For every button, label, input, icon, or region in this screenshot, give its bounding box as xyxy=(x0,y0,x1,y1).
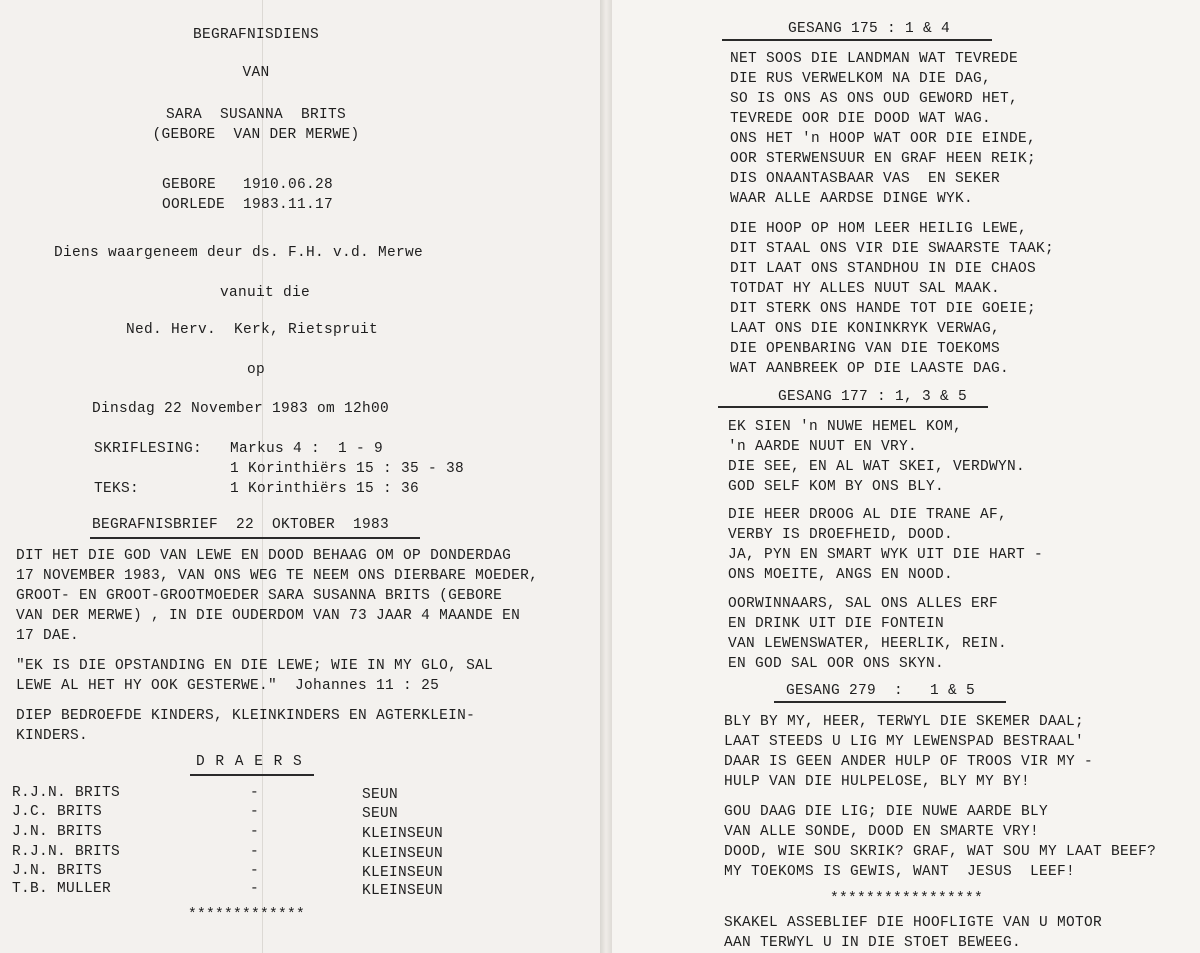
bearer-dash: - xyxy=(250,824,260,840)
hymn-line: VERBY IS DROEFHEID, DOOD. xyxy=(728,527,954,543)
notice-line: AAN TERWYL U IN DIE STOET BEWEEG. xyxy=(724,935,1022,951)
bearer-name: T.B. MULLER xyxy=(12,881,112,897)
on-label: op xyxy=(246,362,265,378)
reading-2: 1 Korinthiërs 15 : 35 - 38 xyxy=(230,461,465,477)
notice-line: SKAKEL ASSEBLIEF DIE HOOFLIGTE VAN U MOTOR xyxy=(724,915,1103,931)
quote-line: "EK IS DIE OPSTANDING EN DIE LEWE; WIE IN MY GLO, SAL xyxy=(16,658,494,674)
hymn-line: MY TOEKOMS IS GEWIS, WANT JESUS LEEF! xyxy=(724,864,1076,880)
hymn-line: HULP VAN DIE HULPELOSE, BLY MY BY! xyxy=(724,774,1031,790)
hymn-line: VAN ALLE SONDE, DOOD EN SMARTE VRY! xyxy=(724,824,1040,840)
left-stars-divider: ************* xyxy=(188,907,306,923)
hymn-279-underline xyxy=(774,701,1006,703)
hymn-line: DIT STAAL ONS VIR DIE SWAARSTE TAAK; xyxy=(730,241,1055,257)
hymn-line: BLY BY MY, HEER, TERWYL DIE SKEMER DAAL; xyxy=(724,714,1085,730)
church-name: Ned. Herv. Kerk, Rietspruit xyxy=(125,322,379,338)
hymn-line: OORWINNAARS, SAL ONS ALLES ERF xyxy=(728,596,999,612)
hymn-line: OOR STERWENSUUR EN GRAF HEEN REIK; xyxy=(730,151,1037,167)
bearer-dash: - xyxy=(250,804,260,820)
letter-heading-underline xyxy=(90,537,420,539)
bearer-role: SEUN xyxy=(362,806,399,822)
hymn-line: DIE HEER DROOG AL DIE TRANE AF, xyxy=(728,507,1008,523)
bearer-name: R.J.N. BRITS xyxy=(12,844,121,860)
service-datetime: Dinsdag 22 November 1983 om 12h00 xyxy=(92,401,390,417)
hymn-line: ONS MOEITE, ANGS EN NOOD. xyxy=(728,567,954,583)
letter-line: 17 DAE. xyxy=(16,628,80,644)
hymn-line: DAAR IS GEEN ANDER HULP OF TROOS VIR MY - xyxy=(724,754,1094,770)
hymn-line: JA, PYN EN SMART WYK UIT DIE HART - xyxy=(728,547,1044,563)
bearer-name: J.C. BRITS xyxy=(12,804,103,820)
right-stars-divider: ***************** xyxy=(830,891,984,907)
hymn-line: DIE OPENBARING VAN DIE TOEKOMS xyxy=(730,341,1001,357)
hymn-line: TOTDAT HY ALLES NUUT SAL MAAK. xyxy=(730,281,1001,297)
text-label: TEKS: xyxy=(94,481,140,497)
bearer-name: J.N. BRITS xyxy=(12,824,103,840)
bearer-name: J.N. BRITS xyxy=(12,863,103,879)
hymn-177-heading: GESANG 177 : 1, 3 & 5 xyxy=(778,389,968,405)
birth-date: GEBORE 1910.06.28 xyxy=(162,177,334,193)
hymn-line: DIT STERK ONS HANDE TOT DIE GOEIE; xyxy=(730,301,1037,317)
hymn-line: ONS HET 'n HOOP WAT OOR DIE EINDE, xyxy=(730,131,1037,147)
quote-line: LEWE AL HET HY OOK GESTERWE." Johannes 11 : 25 xyxy=(16,678,440,694)
hymn-line: EN DRINK UIT DIE FONTEIN xyxy=(728,616,945,632)
bearer-role: SEUN xyxy=(362,787,399,803)
hymn-line: DIE HOOP OP HOM LEER HEILIG LEWE, xyxy=(730,221,1028,237)
bearer-dash: - xyxy=(250,881,260,897)
bearer-dash: - xyxy=(250,785,260,801)
hymn-line: VAN LEWENSWATER, HEERLIK, REIN. xyxy=(728,636,1008,652)
bearer-role: KLEINSEUN xyxy=(362,826,444,842)
mourners-line: KINDERS. xyxy=(16,728,89,744)
text-reference: 1 Korinthiërs 15 : 36 xyxy=(230,481,420,497)
hymn-line: DIE RUS VERWELKOM NA DIE DAG, xyxy=(730,71,992,87)
letter-line: DIT HET DIE GOD VAN LEWE EN DOOD BEHAAG OM OP DONDERDAG xyxy=(16,548,512,564)
deceased-name: SARA SUSANNA BRITS xyxy=(165,107,347,123)
hymn-279-heading: GESANG 279 : 1 & 5 xyxy=(786,683,976,699)
letter-heading: BEGRAFNISBRIEF 22 OKTOBER 1983 xyxy=(92,517,390,533)
hymn-line: WAAR ALLE AARDSE DINGE WYK. xyxy=(730,191,974,207)
death-date: OORLEDE 1983.11.17 xyxy=(162,197,334,213)
hymn-line: EN GOD SAL OOR ONS SKYN. xyxy=(728,656,945,672)
service-title: BEGRAFNISDIENS xyxy=(192,27,320,43)
mourners-line: DIEP BEDROEFDE KINDERS, KLEINKINDERS EN AGTERKLEIN- xyxy=(16,708,476,724)
reading-1: Markus 4 : 1 - 9 xyxy=(230,441,384,457)
page-fold xyxy=(600,0,612,953)
bearer-role: KLEINSEUN xyxy=(362,865,444,881)
bearers-heading: D R A E R S xyxy=(196,754,303,770)
hymn-line: DIS ONAANTASBAAR VAS EN SEKER xyxy=(730,171,1001,187)
hymn-line: TEVREDE OOR DIE DOOD WAT WAG. xyxy=(730,111,992,127)
reading-label: SKRIFLESING: xyxy=(94,441,203,457)
hymn-line: WAT AANBREEK OP DIE LAASTE DAG. xyxy=(730,361,1010,377)
hymn-line: SO IS ONS AS ONS OUD GEWORD HET, xyxy=(730,91,1019,107)
letter-line: VAN DER MERWE) , IN DIE OUDERDOM VAN 73 JAAR 4 MAANDE EN xyxy=(16,608,521,624)
right-page xyxy=(612,0,1200,953)
bearer-name: R.J.N. BRITS xyxy=(12,785,121,801)
hymn-177-underline xyxy=(718,406,988,408)
bearer-role: KLEINSEUN xyxy=(362,883,444,899)
van-label: VAN xyxy=(242,65,270,81)
hymn-line: GOU DAAG DIE LIG; DIE NUWE AARDE BLY xyxy=(724,804,1049,820)
hymn-line: 'n AARDE NUUT EN VRY. xyxy=(728,439,918,455)
bearer-dash: - xyxy=(250,863,260,879)
hymn-175-heading: GESANG 175 : 1 & 4 xyxy=(788,21,951,37)
bearers-heading-underline xyxy=(190,774,314,776)
bearer-role: KLEINSEUN xyxy=(362,846,444,862)
hymn-line: DIT LAAT ONS STANDHOU IN DIE CHAOS xyxy=(730,261,1037,277)
from-label: vanuit die xyxy=(219,285,310,301)
hymn-line: DIE SEE, EN AL WAT SKEI, VERDWYN. xyxy=(728,459,1026,475)
hymn-line: LAAT ONS DIE KONINKRYK VERWAG, xyxy=(730,321,1001,337)
letter-line: 17 NOVEMBER 1983, VAN ONS WEG TE NEEM ONS DIERBARE MOEDER, xyxy=(16,568,539,584)
hymn-line: DOOD, WIE SOU SKRIK? GRAF, WAT SOU MY LAAT BEEF? xyxy=(724,844,1157,860)
hymn-175-underline xyxy=(722,39,992,41)
letter-line: GROOT- EN GROOT-GROOTMOEDER SARA SUSANNA BRITS (GEBORE xyxy=(16,588,503,604)
hymn-line: EK SIEN 'n NUWE HEMEL KOM, xyxy=(728,419,963,435)
hymn-line: LAAT STEEDS U LIG MY LEWENSPAD BESTRAAL' xyxy=(724,734,1085,750)
maiden-name: (GEBORE VAN DER MERWE) xyxy=(152,127,360,143)
bearer-dash: - xyxy=(250,844,260,860)
hymn-line: GOD SELF KOM BY ONS BLY. xyxy=(728,479,945,495)
officiant: Diens waargeneem deur ds. F.H. v.d. Merwe xyxy=(54,245,424,261)
hymn-line: NET SOOS DIE LANDMAN WAT TEVREDE xyxy=(730,51,1019,67)
